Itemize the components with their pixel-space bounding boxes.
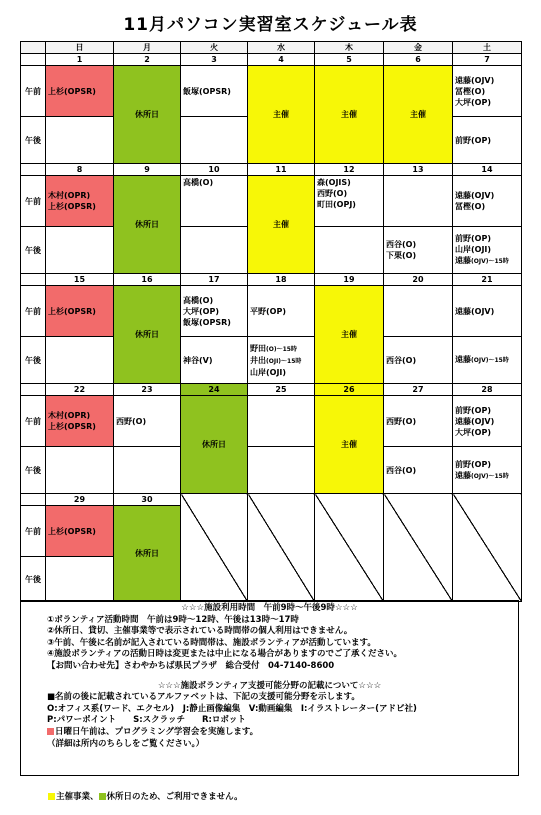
schedule-cell xyxy=(384,176,453,227)
closed-day-cell: 休所日 xyxy=(114,286,181,384)
note-item: P:パワーポイント S:スクラッチ R:ロボット xyxy=(47,715,246,726)
schedule-cell xyxy=(248,447,315,494)
schedule-cell xyxy=(248,286,315,337)
sunday-am-cell xyxy=(46,176,114,227)
date-cell: 13 xyxy=(384,164,453,176)
date-cell: 2 xyxy=(114,54,181,66)
volunteer-name: 冨樫(O) xyxy=(455,86,486,96)
note-item: O:オフィス系(ワード、エクセル) J:静止画像編集 V:動画編集 I:イラストレーター(アドビ社) xyxy=(47,703,417,714)
blank-cell xyxy=(248,494,315,602)
schedule-cell xyxy=(384,227,453,274)
host-event-cell: 主催 xyxy=(248,176,315,274)
volunteer-name: 遠藤(OJV) xyxy=(455,306,495,316)
date-cell: 3 xyxy=(181,54,248,66)
schedule-cell xyxy=(46,337,114,384)
weekday-mon: 月 xyxy=(114,42,181,54)
contact-info: 【お問い合わせ先】さわやかちば県民プラザ 総合受付 04-7140-8600 xyxy=(47,660,335,671)
volunteer-name: 野田 xyxy=(250,343,266,353)
date-cell: 21 xyxy=(453,274,522,286)
host-event-cell: 主催 xyxy=(315,286,384,384)
volunteer-name: 飯塚(OPSR) xyxy=(183,317,231,327)
host-event-cell: 主催 xyxy=(315,396,384,494)
note-item: ③午前、午後に名前が記入されている時間帯は、施設ボランティアが活動しています。 xyxy=(47,637,376,648)
volunteer-name: 大坪(OP) xyxy=(183,306,219,316)
pm-label: 午後 xyxy=(21,117,46,164)
schedule-cell: 前野(OP) 遠藤(OJV)～15時 xyxy=(453,447,522,494)
date-row xyxy=(21,384,522,396)
volunteer-name: 下栗(O) xyxy=(386,251,417,260)
yellow-square-icon xyxy=(48,793,55,800)
schedule-cell xyxy=(46,227,114,274)
pm-label: 午後 xyxy=(21,447,46,494)
am-label: 午前 xyxy=(21,286,46,337)
volunteer-name: 高橋(O) xyxy=(183,295,214,305)
closed-day-cell: 休所日 xyxy=(114,176,181,274)
volunteer-name: 町田(OPJ) xyxy=(317,200,356,209)
schedule-cell xyxy=(453,117,522,164)
date-cell: 20 xyxy=(384,274,453,286)
blank-cell xyxy=(315,494,384,602)
pm-label: 午後 xyxy=(21,557,46,602)
green-square-icon xyxy=(99,793,106,800)
volunteer-name: 前野(OP) xyxy=(455,135,491,145)
am-label: 午前 xyxy=(21,66,46,117)
volunteer-name: 上杉(OPSR) xyxy=(48,306,96,316)
date-row xyxy=(21,164,522,176)
volunteer-name: 大坪(OP) xyxy=(455,427,491,437)
date-row xyxy=(21,494,522,506)
am-label: 午前 xyxy=(21,396,46,447)
date-row xyxy=(21,274,522,286)
date-cell: 1 xyxy=(46,54,114,66)
schedule-cell xyxy=(181,286,248,337)
schedule-cell xyxy=(315,176,384,227)
schedule-cell xyxy=(453,176,522,227)
volunteer-name: 前野(OP) xyxy=(455,405,491,415)
page-title: 11月パソコン実習室スケジュール表 xyxy=(123,15,418,35)
schedule-cell xyxy=(46,117,114,164)
date-cell: 14 xyxy=(453,164,522,176)
date-cell: 8 xyxy=(46,164,114,176)
volunteer-name: 上杉(OPSR) xyxy=(48,202,96,211)
schedule-cell xyxy=(453,286,522,337)
notes-heading-fields: ☆☆☆施設ボランティア支援可能分野の記載について☆☆☆ xyxy=(157,680,382,691)
weekday-fri: 金 xyxy=(384,42,453,54)
schedule-cell xyxy=(384,447,453,494)
date-cell: 30 xyxy=(114,494,181,506)
date-cell: 25 xyxy=(248,384,315,396)
note-item: ②休所日、貸切、主催事業等で表示されている時間帯の個人利用はできません。 xyxy=(47,626,353,637)
am-label: 午前 xyxy=(21,176,46,227)
sunday-am-cell xyxy=(46,66,114,117)
volunteer-name: 飯塚(OPSR) xyxy=(183,86,231,96)
pm-row xyxy=(21,447,522,494)
note-item: ④施設ボランティアの活動日時は変更または中止になる場合がありますのでご了承ください。 xyxy=(47,649,403,660)
date-cell: 16 xyxy=(114,274,181,286)
date-cell: 11 xyxy=(248,164,315,176)
schedule-cell xyxy=(181,227,248,274)
volunteer-name: 遠藤(OJV) xyxy=(455,191,495,200)
volunteer-name: 神谷(V) xyxy=(183,355,213,365)
date-cell: 7 xyxy=(453,54,522,66)
date-cell: 9 xyxy=(114,164,181,176)
date-cell: 19 xyxy=(315,274,384,286)
notes-box xyxy=(20,600,519,776)
date-cell: 28 xyxy=(453,384,522,396)
schedule-cell xyxy=(384,286,453,337)
volunteer-name: 井出 xyxy=(250,355,266,365)
date-cell: 4 xyxy=(248,54,315,66)
date-cell: 18 xyxy=(248,274,315,286)
volunteer-name: 高橋(O) xyxy=(183,178,214,187)
volunteer-name: 冨樫(O) xyxy=(455,202,486,211)
volunteer-name: 遠藤(OJV)～15時 xyxy=(455,256,509,265)
closed-day-cell: 休所日 xyxy=(181,396,248,494)
note-item: 日曜日午前は、プログラミング学習会を実施します。 xyxy=(21,727,518,739)
date-cell: 29 xyxy=(46,494,114,506)
note-item: ■名前の後に記載されているアルファベットは、下記の支援可能分野を示します。 xyxy=(47,692,360,703)
footer-legend: 主催事業、 休所日のため、ご利用できません。 xyxy=(48,790,243,802)
schedule-cell: 野田(O)～15時 井出(OJI)～15時 山岸(OJI) xyxy=(248,337,315,384)
host-event-cell: 主催 xyxy=(384,66,453,164)
volunteer-name: 上杉(OPSR) xyxy=(48,422,96,431)
schedule-cell xyxy=(46,447,114,494)
date-cell: 23 xyxy=(114,384,181,396)
schedule-cell xyxy=(114,447,181,494)
weekday-wed: 水 xyxy=(248,42,315,54)
volunteer-name: 遠藤(OJV) xyxy=(455,416,495,426)
schedule-cell xyxy=(248,396,315,447)
am-row xyxy=(21,66,522,117)
schedule-calendar xyxy=(20,41,522,602)
closed-day-cell: 休所日 xyxy=(114,66,181,164)
volunteer-name: 前野(OP) xyxy=(455,234,491,243)
am-row xyxy=(21,176,522,227)
am-row xyxy=(21,286,522,337)
volunteer-name: 木村(OPR) xyxy=(48,411,91,420)
sunday-am-cell xyxy=(46,506,114,557)
volunteer-name: 平野(OP) xyxy=(250,306,286,316)
weekday-sun: 日 xyxy=(46,42,114,54)
volunteer-name: 遠藤 xyxy=(455,470,471,480)
pm-label: 午後 xyxy=(21,227,46,274)
volunteer-name: 大坪(OP) xyxy=(455,97,491,107)
blank-cell xyxy=(453,494,522,602)
date-cell: 15 xyxy=(46,274,114,286)
volunteer-name: 山岸(OJI) xyxy=(250,367,287,377)
weekday-sat: 土 xyxy=(453,42,522,54)
volunteer-name: 西谷(O) xyxy=(386,465,417,475)
sunday-am-cell xyxy=(46,286,114,337)
sunday-am-cell xyxy=(46,396,114,447)
date-cell: 12 xyxy=(315,164,384,176)
blank-cell xyxy=(384,494,453,602)
schedule-cell xyxy=(384,337,453,384)
schedule-cell xyxy=(315,227,384,274)
schedule-cell xyxy=(453,396,522,447)
schedule-cell xyxy=(181,337,248,384)
schedule-cell xyxy=(114,396,181,447)
schedule-cell xyxy=(181,176,248,227)
am-label: 午前 xyxy=(21,506,46,557)
volunteer-name: 森(OJIS) xyxy=(317,178,351,187)
closed-day-cell: 休所日 xyxy=(114,506,181,602)
corner-cell xyxy=(21,42,46,54)
schedule-cell xyxy=(181,66,248,117)
pm-label: 午後 xyxy=(21,337,46,384)
am-row xyxy=(21,396,522,447)
notes-heading-hours: ☆☆☆施設利用時間 午前9時～午後9時☆☆☆ xyxy=(181,603,358,613)
volunteer-name: 遠藤(OJV) xyxy=(455,75,495,85)
date-cell: 27 xyxy=(384,384,453,396)
schedule-cell xyxy=(453,66,522,117)
date-cell: 6 xyxy=(384,54,453,66)
red-square-icon xyxy=(47,728,54,735)
schedule-cell xyxy=(384,396,453,447)
volunteer-name: 上杉(OPSR) xyxy=(48,86,96,96)
host-event-cell: 主催 xyxy=(315,66,384,164)
pm-row xyxy=(21,337,522,384)
host-event-cell: 主催 xyxy=(248,66,315,164)
volunteer-name: 西野(O) xyxy=(116,416,147,426)
date-row xyxy=(21,54,522,66)
volunteer-name: 上杉(OPSR) xyxy=(48,526,96,536)
note-item: ①ボランティア活動時間 午前は9時～12時、午後は13時～17時 xyxy=(47,614,299,625)
weekday-tue: 火 xyxy=(181,42,248,54)
date-cell: 26 xyxy=(315,384,384,396)
volunteer-name: 西野(O) xyxy=(386,416,417,426)
schedule-cell xyxy=(453,227,522,274)
volunteer-name: 遠藤 xyxy=(455,355,471,364)
volunteer-name: 前野(OP) xyxy=(455,459,491,469)
date-cell: 17 xyxy=(181,274,248,286)
volunteer-name: 山岸(OJI) xyxy=(455,245,492,254)
date-cell: 24 xyxy=(181,384,248,396)
volunteer-name: 木村(OPR) xyxy=(48,191,91,200)
volunteer-name: 西谷(O) xyxy=(386,240,417,249)
date-cell: 22 xyxy=(46,384,114,396)
date-cell: 5 xyxy=(315,54,384,66)
schedule-cell xyxy=(181,117,248,164)
schedule-cell xyxy=(46,557,114,602)
note-item: （詳細は所内のちらしをご覧ください。） xyxy=(47,738,205,749)
schedule-cell: 遠藤(OJV)～15時 xyxy=(453,337,522,384)
volunteer-name: 西野(O) xyxy=(317,189,348,198)
weekday-thu: 木 xyxy=(315,42,384,54)
volunteer-name: 西谷(O) xyxy=(386,355,417,365)
date-cell: 10 xyxy=(181,164,248,176)
blank-cell xyxy=(181,494,248,602)
weekday-header-row xyxy=(21,42,522,54)
